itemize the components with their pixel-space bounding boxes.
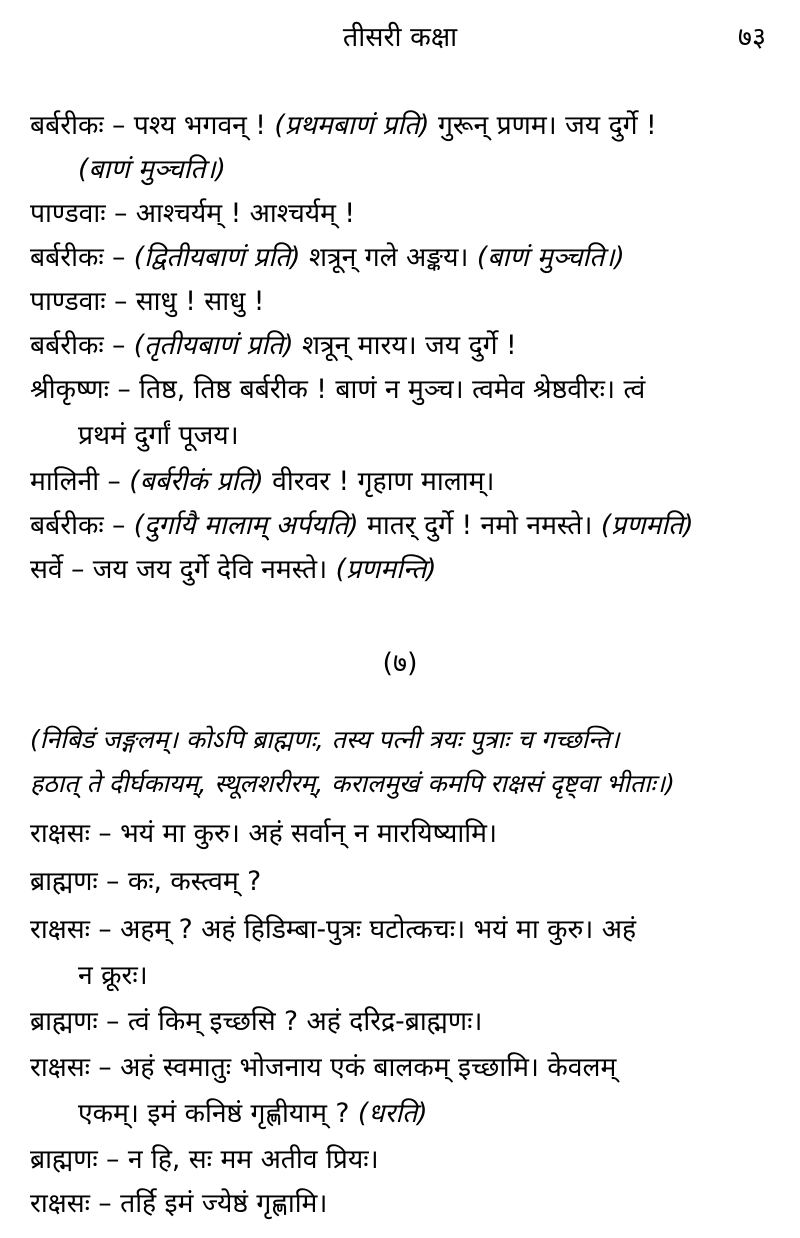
dialogue-line — [30, 504, 775, 548]
speaker: श्रीकृष्णः — [30, 374, 110, 405]
dialogue-text: न हि, सः मम अतीव प्रियः। — [127, 1144, 379, 1175]
dialogue-text: साधु ! साधु ! — [135, 286, 265, 317]
dialogue-text: जय जय दुर्गे देवि नमस्ते। — [92, 554, 336, 585]
dialogue-line — [30, 368, 775, 412]
dialogue-text: भयं मा कुरु। अहं सर्वान् न मारयिष्यामि। — [120, 818, 498, 849]
dash: – — [105, 286, 136, 317]
dialogue-text: शत्रून् गले अङ्कय। — [300, 242, 477, 273]
dialogue-line — [30, 860, 775, 904]
stage-note: (तृतीयबाणं प्रति) — [133, 330, 294, 361]
dialogue-line-continued — [78, 414, 778, 458]
dialogue-text: मातर् दुर्गे ! नमो नमस्ते। — [358, 510, 601, 541]
dialogue-text: वीरवर ! गृहाण मालाम्। — [263, 466, 495, 497]
dialogue-text: कः, कस्त्वम् ? — [127, 866, 262, 897]
dialogue-line — [30, 192, 775, 236]
dialogue-text: प्रथमं दुर्गां पूजय। — [78, 420, 239, 451]
stage-note: (प्रणमन्ति) — [335, 554, 437, 585]
speaker: ब्राह्मणः — [30, 1144, 98, 1175]
stage-note: (बर्बरीकं प्रति) — [129, 466, 264, 497]
speaker: पाण्डवाः — [30, 198, 106, 229]
page-header — [0, 14, 800, 62]
dash: – — [62, 554, 93, 585]
dialogue-line — [30, 908, 775, 952]
stage-note: (बाणं मुञ्चति।) — [78, 154, 226, 185]
speaker: ब्राह्मणः — [30, 866, 98, 897]
dialogue-line — [30, 236, 775, 280]
dialogue-text: अहं स्वमातुः भोजनाय एकं बालकम् इच्छामि। केवलम् — [120, 1052, 617, 1083]
dialogue-text: अहम् ? अहं हिडिम्बा-पुत्रः घटोत्कचः। भयं मा कुरु। अहं — [120, 914, 637, 945]
dialogue-line-continued — [78, 954, 778, 998]
speaker: मालिनी — [30, 466, 100, 497]
dash: – — [97, 866, 128, 897]
speaker: बर्बरीकः — [30, 330, 104, 361]
speaker: बर्बरीकः — [30, 510, 104, 541]
dialogue-text: तर्हि इमं ज्येष्ठं गृह्णामि। — [120, 1188, 328, 1219]
stage-note: (दुर्गायै मालाम् अर्पयति) — [133, 510, 359, 541]
dialogue-text: न क्रूरः। — [78, 960, 148, 991]
dash: – — [103, 110, 134, 141]
stage-note: (धरति) — [357, 1098, 428, 1129]
dialogue-text: गुरून् प्रणम। जय दुर्गे ! — [429, 110, 657, 141]
dialogue-line — [30, 1000, 775, 1044]
dialogue-line — [30, 104, 775, 148]
dialogue-text: त्वं किम् इच्छसि ? अहं दरिद्र-ब्राह्मणः। — [127, 1006, 483, 1037]
dialogue-text: आश्चर्यम् ! आश्चर्यम् ! — [135, 198, 356, 229]
dialogue-line — [30, 460, 775, 504]
dash: – — [89, 818, 121, 849]
dialogue-line — [30, 1182, 775, 1226]
speaker: बर्बरीकः — [30, 110, 104, 141]
dash: – — [97, 1144, 128, 1175]
dash: – — [103, 242, 134, 273]
dialogue-line-continued — [78, 1092, 778, 1136]
stage-note: (प्रणमति) — [600, 510, 694, 541]
speaker: राक्षसः — [30, 914, 90, 945]
dash: – — [97, 1006, 128, 1037]
dash: – — [89, 914, 121, 945]
dialogue-line — [30, 548, 775, 592]
dash: – — [105, 198, 136, 229]
dash: – — [89, 1052, 121, 1083]
dash: – — [99, 466, 130, 497]
speaker: राक्षसः — [30, 1188, 90, 1219]
dialogue-line-continued — [78, 148, 778, 192]
stage-direction-line: हठात् ते दीर्घकायम्, स्थूलशरीरम्, करालमुखं कमपि राक्षसं दृष्ट्वा भीताः।) — [30, 769, 675, 798]
dialogue-line — [30, 324, 775, 368]
dialogue-text: शत्रून् मारय। जय दुर्गे ! — [293, 330, 517, 361]
speaker: पाण्डवाः — [30, 286, 106, 317]
stage-direction-line: (निबिडं जङ्गलम्। कोऽपि ब्राह्मणः, तस्य पत्नी त्रयः पुत्राः च गच्छन्ति। — [30, 725, 620, 754]
section-number: (७) — [382, 648, 418, 679]
speaker: बर्बरीकः — [30, 242, 104, 273]
dialogue-line — [30, 812, 775, 856]
speaker: राक्षसः — [30, 818, 90, 849]
dialogue-line — [30, 1138, 775, 1182]
dialogue-line — [30, 280, 775, 324]
dialogue-line — [30, 1046, 775, 1090]
dash: – — [109, 374, 140, 405]
speaker: राक्षसः — [30, 1052, 90, 1083]
dialogue-text: पश्य भगवन् ! — [133, 110, 275, 141]
dialogue-text: एकम्। इमं कनिष्ठं गृह्णीयाम् ? — [78, 1098, 358, 1129]
dialogue-text: तिष्ठ, तिष्ठ बर्बरीक ! बाणं न मुञ्च। त्वमेव श्रेष्ठवीरः। त्वं — [139, 374, 646, 405]
chapter-title: तीसरी कक्षा — [342, 22, 458, 53]
stage-note: (द्वितीयबाणं प्रति) — [133, 242, 301, 273]
speaker: ब्राह्मणः — [30, 1006, 98, 1037]
dash: – — [89, 1188, 121, 1219]
speaker: सर्वे — [30, 554, 63, 585]
page-number: ७३ — [737, 22, 766, 53]
stage-note: (प्रथमबाणं प्रति) — [274, 110, 430, 141]
dash: – — [103, 330, 134, 361]
dash: – — [103, 510, 134, 541]
stage-note: (बाणं मुञ्चति।) — [476, 242, 625, 273]
